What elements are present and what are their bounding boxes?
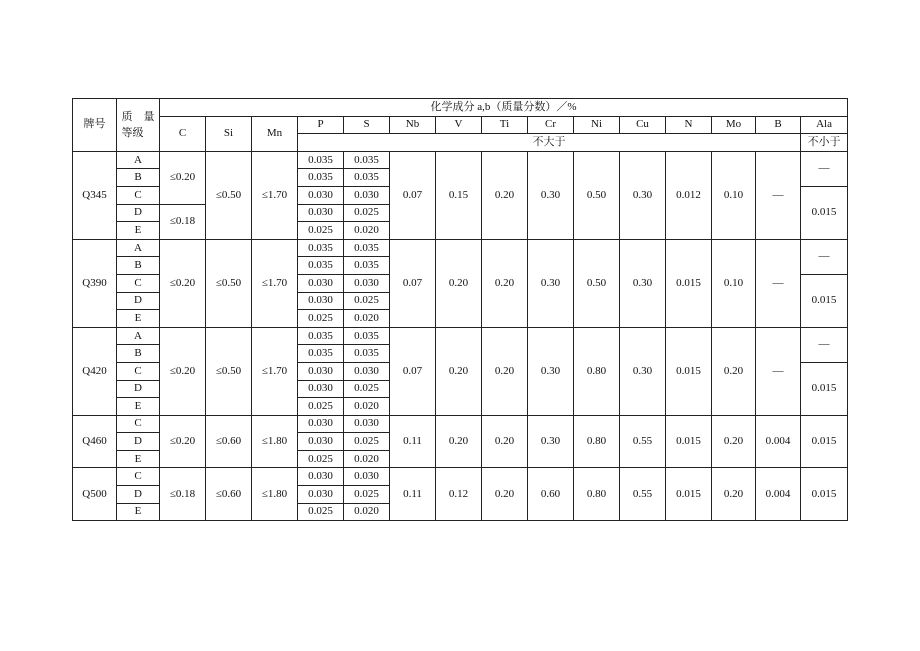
silicon-value: ≤0.50 — [206, 151, 252, 239]
sulfur-value: 0.030 — [344, 274, 390, 292]
phosphorus-value: 0.030 — [298, 468, 344, 486]
sulfur-value: 0.035 — [344, 257, 390, 275]
steel-brand: Q460 — [73, 415, 117, 468]
phosphorus-value: 0.025 — [298, 450, 344, 468]
carbon-value: ≤0.20 — [160, 151, 206, 204]
phosphorus-value: 0.035 — [298, 257, 344, 275]
silicon-value: ≤0.60 — [206, 468, 252, 521]
quality-grade: D — [117, 380, 160, 398]
phosphorus-value: 0.030 — [298, 204, 344, 222]
chromium-value: 0.30 — [528, 415, 574, 468]
manganese-value: ≤1.70 — [252, 239, 298, 327]
quality-grade: A — [117, 239, 160, 257]
molybdenum-value: 0.10 — [712, 239, 756, 327]
quality-header-bottom: 等级 — [121, 126, 144, 139]
quality-grade: D — [117, 292, 160, 310]
not-greater-label: 不大于 — [298, 134, 801, 152]
chromium-value: 0.30 — [528, 327, 574, 415]
phosphorus-value: 0.035 — [298, 151, 344, 169]
phosphorus-value: 0.030 — [298, 433, 344, 451]
table-row — [73, 415, 848, 433]
boron-value: 0.004 — [756, 468, 801, 521]
niobium-value: 0.07 — [390, 239, 436, 327]
nitrogen-value: 0.015 — [666, 327, 712, 415]
quality-grade: C — [117, 274, 160, 292]
manganese-value: ≤1.70 — [252, 151, 298, 239]
chemical-composition-table — [72, 98, 848, 521]
copper-value: 0.55 — [620, 468, 666, 521]
boron-value: — — [756, 151, 801, 239]
ala-value: — — [801, 239, 848, 274]
vanadium-value: 0.20 — [436, 415, 482, 468]
silicon-value: ≤0.60 — [206, 415, 252, 468]
col-header-mo: Mo — [712, 116, 756, 134]
copper-value: 0.55 — [620, 415, 666, 468]
titanium-value: 0.20 — [482, 415, 528, 468]
niobium-value: 0.07 — [390, 327, 436, 415]
molybdenum-value: 0.20 — [712, 327, 756, 415]
sulfur-value: 0.020 — [344, 503, 390, 521]
vanadium-value: 0.20 — [436, 327, 482, 415]
chromium-value: 0.30 — [528, 151, 574, 239]
table-row — [73, 468, 848, 486]
phosphorus-value: 0.035 — [298, 169, 344, 187]
phosphorus-value: 0.025 — [298, 503, 344, 521]
steel-brand: Q420 — [73, 327, 117, 415]
quality-grade: A — [117, 151, 160, 169]
sulfur-value: 0.030 — [344, 468, 390, 486]
quality-grade: B — [117, 257, 160, 275]
composition-header: 化学成分 a,b（质量分数）／% — [160, 99, 848, 117]
molybdenum-value: 0.10 — [712, 151, 756, 239]
quality-grade: E — [117, 450, 160, 468]
phosphorus-value: 0.030 — [298, 486, 344, 504]
quality-grade: D — [117, 204, 160, 222]
col-header-b: B — [756, 116, 801, 134]
phosphorus-value: 0.025 — [298, 398, 344, 416]
boron-value: — — [756, 239, 801, 327]
sulfur-value: 0.030 — [344, 186, 390, 204]
col-header-p: P — [298, 116, 344, 134]
carbon-value: ≤0.20 — [160, 239, 206, 327]
col-header-c: C — [160, 116, 206, 151]
quality-grade-header — [117, 99, 160, 152]
carbon-value: ≤0.18 — [160, 468, 206, 521]
quality-header-top: 质 量 — [121, 110, 155, 123]
carbon-value: ≤0.18 — [160, 204, 206, 239]
niobium-value: 0.07 — [390, 151, 436, 239]
quality-grade: B — [117, 345, 160, 363]
quality-grade: C — [117, 415, 160, 433]
col-header-cu: Cu — [620, 116, 666, 134]
sulfur-value: 0.035 — [344, 327, 390, 345]
quality-grade: E — [117, 310, 160, 328]
carbon-value: ≤0.20 — [160, 415, 206, 468]
nickel-value: 0.50 — [574, 151, 620, 239]
copper-value: 0.30 — [620, 151, 666, 239]
ala-value: 0.015 — [801, 186, 848, 239]
sulfur-value: 0.035 — [344, 239, 390, 257]
sulfur-value: 0.025 — [344, 380, 390, 398]
sulfur-value: 0.035 — [344, 169, 390, 187]
phosphorus-value: 0.025 — [298, 310, 344, 328]
ala-value: 0.015 — [801, 274, 848, 327]
molybdenum-value: 0.20 — [712, 415, 756, 468]
brand-header: 牌号 — [73, 99, 117, 152]
boron-value: — — [756, 327, 801, 415]
col-header-ala: Ala — [801, 116, 848, 134]
nickel-value: 0.80 — [574, 327, 620, 415]
nickel-value: 0.80 — [574, 468, 620, 521]
phosphorus-value: 0.025 — [298, 222, 344, 240]
col-header-n: N — [666, 116, 712, 134]
niobium-value: 0.11 — [390, 415, 436, 468]
col-header-ni: Ni — [574, 116, 620, 134]
ala-value: 0.015 — [801, 362, 848, 415]
phosphorus-value: 0.035 — [298, 345, 344, 363]
vanadium-value: 0.15 — [436, 151, 482, 239]
table-row — [73, 327, 848, 345]
phosphorus-value: 0.030 — [298, 292, 344, 310]
copper-value: 0.30 — [620, 327, 666, 415]
col-header-v: V — [436, 116, 482, 134]
steel-brand: Q390 — [73, 239, 117, 327]
phosphorus-value: 0.035 — [298, 327, 344, 345]
phosphorus-value: 0.035 — [298, 239, 344, 257]
ala-value: 0.015 — [801, 468, 848, 521]
carbon-value: ≤0.20 — [160, 327, 206, 415]
not-less-label: 不小于 — [801, 134, 848, 152]
silicon-value: ≤0.50 — [206, 327, 252, 415]
quality-grade: A — [117, 327, 160, 345]
col-header-mn: Mn — [252, 116, 298, 151]
manganese-value: ≤1.70 — [252, 327, 298, 415]
nitrogen-value: 0.012 — [666, 151, 712, 239]
nickel-value: 0.50 — [574, 239, 620, 327]
quality-grade: C — [117, 362, 160, 380]
phosphorus-value: 0.030 — [298, 380, 344, 398]
sulfur-value: 0.030 — [344, 362, 390, 380]
quality-grade: E — [117, 503, 160, 521]
sulfur-value: 0.020 — [344, 310, 390, 328]
sulfur-value: 0.020 — [344, 450, 390, 468]
phosphorus-value: 0.030 — [298, 415, 344, 433]
sulfur-value: 0.025 — [344, 292, 390, 310]
ala-value: — — [801, 151, 848, 186]
sulfur-value: 0.030 — [344, 415, 390, 433]
manganese-value: ≤1.80 — [252, 415, 298, 468]
nitrogen-value: 0.015 — [666, 239, 712, 327]
phosphorus-value: 0.030 — [298, 274, 344, 292]
phosphorus-value: 0.030 — [298, 186, 344, 204]
quality-grade: C — [117, 468, 160, 486]
quality-grade: E — [117, 398, 160, 416]
sulfur-value: 0.020 — [344, 398, 390, 416]
col-header-s: S — [344, 116, 390, 134]
silicon-value: ≤0.50 — [206, 239, 252, 327]
sulfur-value: 0.025 — [344, 486, 390, 504]
table-row — [73, 239, 848, 257]
table-row — [73, 151, 848, 169]
ala-value: — — [801, 327, 848, 362]
quality-grade: E — [117, 222, 160, 240]
col-header-ti: Ti — [482, 116, 528, 134]
quality-grade: D — [117, 486, 160, 504]
sulfur-value: 0.025 — [344, 433, 390, 451]
boron-value: 0.004 — [756, 415, 801, 468]
titanium-value: 0.20 — [482, 151, 528, 239]
steel-brand: Q345 — [73, 151, 117, 239]
col-header-nb: Nb — [390, 116, 436, 134]
sulfur-value: 0.035 — [344, 345, 390, 363]
manganese-value: ≤1.80 — [252, 468, 298, 521]
quality-grade: B — [117, 169, 160, 187]
phosphorus-value: 0.030 — [298, 362, 344, 380]
chromium-value: 0.30 — [528, 239, 574, 327]
molybdenum-value: 0.20 — [712, 468, 756, 521]
col-header-si: Si — [206, 116, 252, 151]
vanadium-value: 0.12 — [436, 468, 482, 521]
steel-brand: Q500 — [73, 468, 117, 521]
quality-grade: C — [117, 186, 160, 204]
titanium-value: 0.20 — [482, 327, 528, 415]
quality-grade: D — [117, 433, 160, 451]
copper-value: 0.30 — [620, 239, 666, 327]
titanium-value: 0.20 — [482, 468, 528, 521]
nitrogen-value: 0.015 — [666, 468, 712, 521]
chromium-value: 0.60 — [528, 468, 574, 521]
sulfur-value: 0.025 — [344, 204, 390, 222]
ala-value: 0.015 — [801, 415, 848, 468]
col-header-cr: Cr — [528, 116, 574, 134]
titanium-value: 0.20 — [482, 239, 528, 327]
sulfur-value: 0.020 — [344, 222, 390, 240]
vanadium-value: 0.20 — [436, 239, 482, 327]
sulfur-value: 0.035 — [344, 151, 390, 169]
niobium-value: 0.11 — [390, 468, 436, 521]
nickel-value: 0.80 — [574, 415, 620, 468]
nitrogen-value: 0.015 — [666, 415, 712, 468]
